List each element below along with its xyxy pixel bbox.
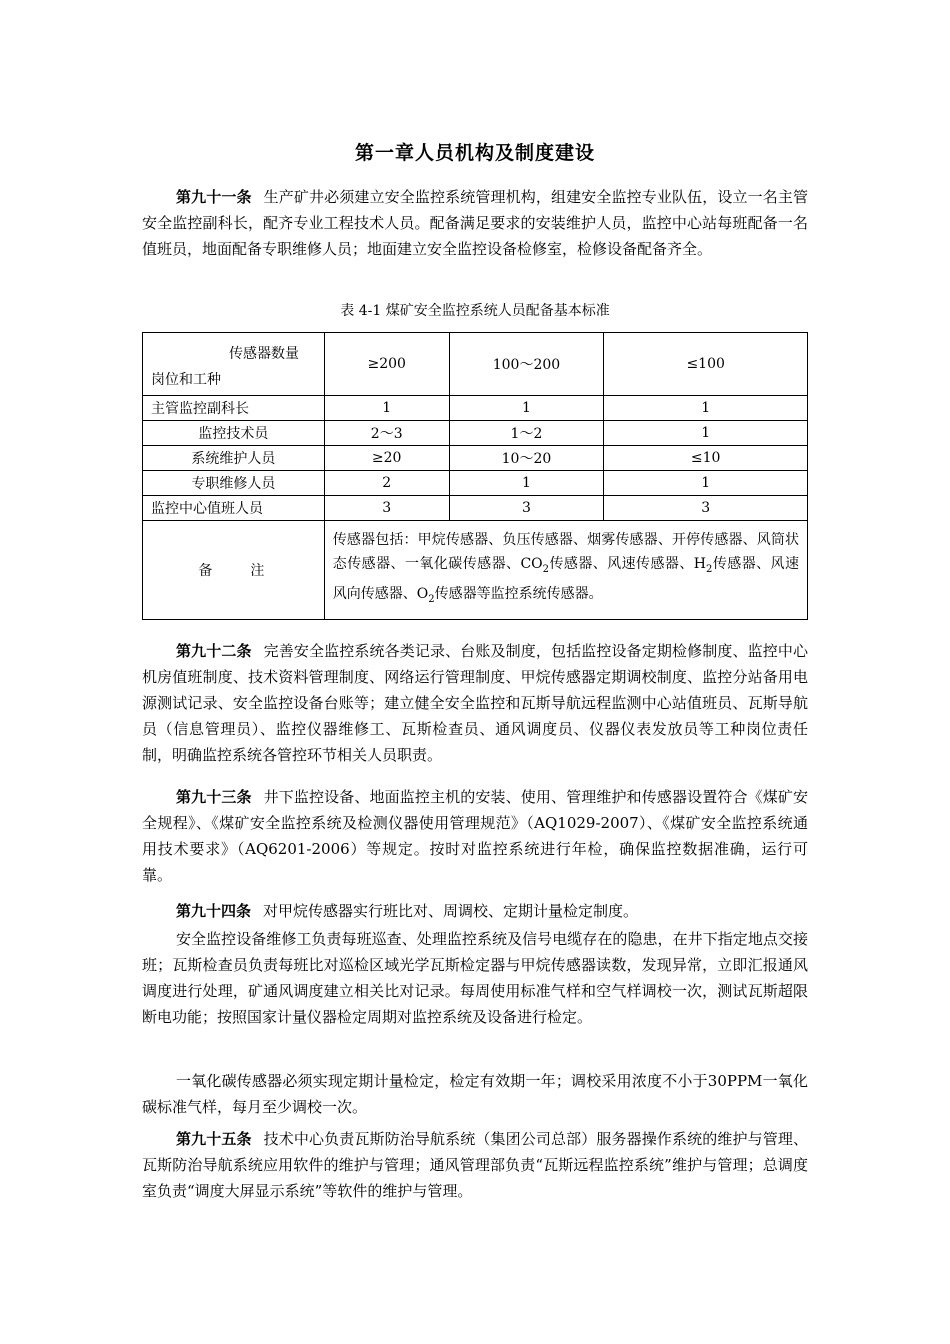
row-cell: 3 — [324, 496, 449, 521]
chapter-title: 第一章人员机构及制度建设 — [354, 142, 595, 164]
table-row — [143, 471, 808, 496]
row-cell: 1 — [604, 396, 808, 421]
row-cell: ≤10 — [604, 446, 808, 471]
header-position: 岗位和工种 — [151, 372, 221, 388]
remark-subscript: 2 — [428, 593, 435, 605]
article-93-text: 井下监控设备、地面监控主机的安装、使用、管理维护和传感器设置符合《煤矿安全规程》、《煤矿安全监控系统及检测仪器使用管理规范》（AQ1029-2007）、《煤矿安全监控系统通用技术要求》（AQ6201-2006）等规定。按时对监控系统进行年检，确保监控数据准确，运行可靠。 — [142, 788, 808, 884]
row-role: 监控中心值班人员 — [143, 496, 325, 521]
article-94-label: 第九十四条 — [176, 902, 252, 920]
article-92-text: 完善安全监控系统各类记录、台账及制度，包括监控设备定期检修制度、监控中心机房值班制度、技术资料管理制度、网络运行管理制度、甲烷传感器定期调校制度、监控分站备用电源测试记录、安全监控设备台账等；建立健全安全监控和瓦斯导航远程监测中心站值班员、瓦斯导航员（信息管理员）、监控仪器维修工、瓦斯检查员、通风调度员、仪器仪表发放员等工种岗位责任制，明确监控系统各管控环节相关人员职责。 — [142, 642, 808, 764]
article-92-label: 第九十二条 — [176, 642, 252, 660]
row-role: 主管监控副科长 — [143, 396, 325, 421]
table-caption: 表 4-1 煤矿安全监控系统人员配备基本标准 — [340, 303, 610, 319]
article-92 — [142, 638, 808, 768]
staffing-table — [142, 332, 808, 620]
article-91-label: 第九十一条 — [176, 188, 252, 206]
table-row — [143, 421, 808, 446]
header-col-3: ≤100 — [604, 333, 808, 396]
article-95-text: 技术中心负责瓦斯防治导航系统（集团公司总部）服务器操作系统的维护与管理、瓦斯防治导航系统应用软件的维护与管理；通风管理部负责“瓦斯远程监控系统”维护与管理；总调度室负责“调度大屏显示系统”等软件的维护与管理。 — [142, 1130, 808, 1200]
row-role: 监控技术员 — [143, 421, 325, 446]
remark-part: 传感器包括：甲烷传感器、负压传感器、烟雾传感器、开停传感器、风筒状态传感器、一氧化碳传感器、CO — [332, 532, 799, 573]
table-row — [143, 446, 808, 471]
article-91-text: 生产矿井必须建立安全监控系统管理机构，组建安全监控专业队伍，设立一名主管安全监控副科长，配齐专业工程技术人员。配备满足要求的安装维护人员，监控中心站每班配备一名值班员，地面配备专职维修人员；地面建立安全监控设备检修室，检修设备配备齐全。 — [142, 188, 808, 258]
article-94-text: 对甲烷传感器实行班比对、周调校、定期计量检定制度。 — [263, 902, 639, 920]
header-col-2: 100～200 — [449, 333, 604, 396]
row-cell: 3 — [449, 496, 604, 521]
maintenance-paragraph: 安全监控设备维修工负责每班巡查、处理监控系统及信号电缆存在的隐患，在井下指定地点交接班；瓦斯检查员负责每班比对巡检区域光学瓦斯检定器与甲烷传感器读数，发现异常，立即汇报通风调度进行处理，矿通风调度建立相关比对记录。每周使用标准气样和空气样调校一次，测试瓦斯超限断电功能；按照国家计量仪器检定周期对监控系统及设备进行检定。 — [142, 930, 808, 1026]
row-cell: 1 — [604, 421, 808, 446]
table-header-row — [143, 333, 808, 396]
table-remark-row — [143, 521, 808, 620]
row-cell: 1 — [449, 471, 604, 496]
co-sensor-paragraph: 一氧化碳传感器必须实现定期计量检定，检定有效期一年；调校采用浓度不小于30PPM一氧化碳标准气样，每月至少调校一次。 — [142, 1072, 808, 1116]
article-95-label: 第九十五条 — [176, 1130, 252, 1148]
row-cell: 2～3 — [324, 421, 449, 446]
remark-subscript: 2 — [706, 564, 713, 575]
remark-subscript: 2 — [542, 564, 550, 575]
article-95 — [142, 1126, 808, 1204]
remark-part: 传感器、风速传感器、H — [549, 556, 707, 573]
remark-part: 传感器等监控系统传感器。 — [434, 586, 603, 602]
row-cell: 1 — [449, 396, 604, 421]
remark-part: 传感器、风速风向传感器、O — [332, 556, 799, 602]
table-corner-header — [143, 333, 325, 396]
row-cell: 1 — [324, 396, 449, 421]
row-cell: 10～20 — [449, 446, 604, 471]
header-col-1: ≥200 — [324, 333, 449, 396]
remark-label: 备注 — [143, 521, 325, 620]
table-row — [143, 496, 808, 521]
remark-text — [324, 521, 807, 620]
row-cell: 2 — [324, 471, 449, 496]
article-91 — [142, 184, 808, 262]
row-cell: 1 — [604, 471, 808, 496]
article-93-label: 第九十三条 — [176, 788, 252, 806]
row-cell: 1～2 — [449, 421, 604, 446]
row-cell: ≥20 — [324, 446, 449, 471]
row-cell: 3 — [604, 496, 808, 521]
row-role: 专职维修人员 — [143, 471, 325, 496]
table-row — [143, 396, 808, 421]
article-94 — [142, 898, 808, 924]
article-93 — [142, 784, 808, 888]
header-sensor-count: 传感器数量 — [229, 346, 299, 362]
row-role: 系统维护人员 — [143, 446, 325, 471]
